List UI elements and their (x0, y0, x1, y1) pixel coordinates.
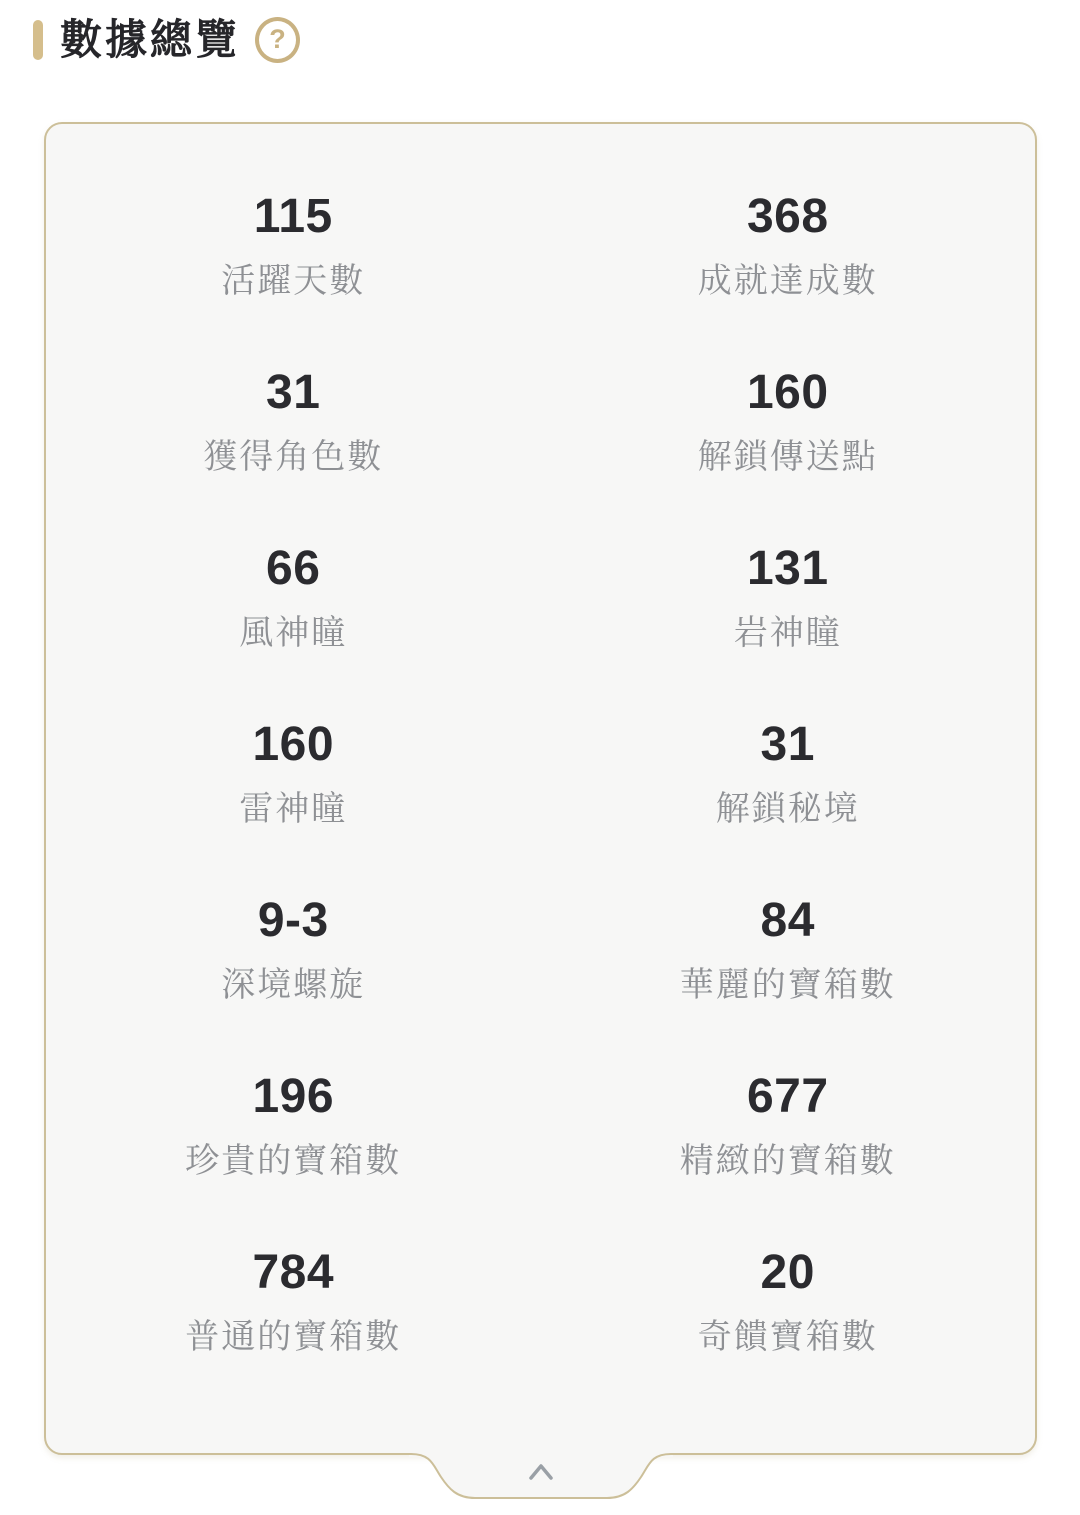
stat-item-anemoculi (46, 510, 541, 686)
stat-label: 成就達成數 (697, 262, 878, 300)
stat-label: 解鎖傳送點 (697, 438, 878, 476)
stat-label: 深境螺旋 (221, 966, 366, 1004)
help-glyph: ? (269, 24, 286, 54)
stat-item-characters (46, 334, 541, 510)
stat-item-domains (541, 686, 1036, 862)
stat-item-common-chests (46, 1214, 541, 1390)
stat-label: 精緻的寶箱數 (679, 1142, 896, 1180)
stat-value: 66 (266, 542, 321, 595)
stat-value: 160 (252, 718, 335, 771)
stat-value: 784 (252, 1246, 335, 1299)
stat-item-precious-chests (46, 1038, 541, 1214)
stat-value: 84 (760, 894, 815, 947)
stat-label: 華麗的寶箱數 (679, 966, 896, 1004)
collapse-button[interactable] (401, 1453, 681, 1501)
stat-value: 31 (266, 366, 321, 419)
stat-value: 131 (746, 542, 829, 595)
stat-value: 368 (746, 190, 829, 243)
stat-item-luxurious-chests (541, 862, 1036, 1038)
stats-overview-card (44, 122, 1037, 1455)
stat-value: 196 (252, 1070, 335, 1123)
stat-value: 677 (746, 1070, 829, 1123)
stat-label: 獲得角色數 (203, 438, 384, 476)
stats-grid (46, 158, 1035, 1390)
stat-item-waypoints (541, 334, 1036, 510)
stat-label: 珍貴的寶箱數 (185, 1142, 402, 1180)
notch-outline (401, 1454, 681, 1498)
help-icon[interactable] (255, 17, 300, 63)
stat-value: 9-3 (257, 894, 329, 947)
stat-label: 普通的寶箱數 (185, 1318, 402, 1356)
stat-label: 雷神瞳 (239, 790, 348, 828)
stat-item-spiral-abyss (46, 862, 541, 1038)
stat-item-achievements (541, 158, 1036, 334)
stat-label: 風神瞳 (239, 614, 348, 652)
stat-value: 160 (746, 366, 829, 419)
stat-label: 奇饋寶箱數 (697, 1318, 878, 1356)
stat-value: 20 (760, 1246, 815, 1299)
stat-label: 岩神瞳 (733, 614, 842, 652)
section-title: 數據總覽 (60, 16, 241, 63)
stat-label: 解鎖秘境 (715, 790, 860, 828)
stat-item-active-days (46, 158, 541, 334)
stat-value: 31 (760, 718, 815, 771)
stat-item-electroculi (46, 686, 541, 862)
stat-item-exquisite-chests (541, 1038, 1036, 1214)
stat-value: 115 (253, 190, 333, 243)
stat-label: 活躍天數 (221, 262, 366, 300)
stat-item-remarkable-chests (541, 1214, 1036, 1390)
section-header (33, 16, 1080, 64)
stat-item-geoculi (541, 510, 1036, 686)
title-accent-bar (33, 20, 43, 60)
